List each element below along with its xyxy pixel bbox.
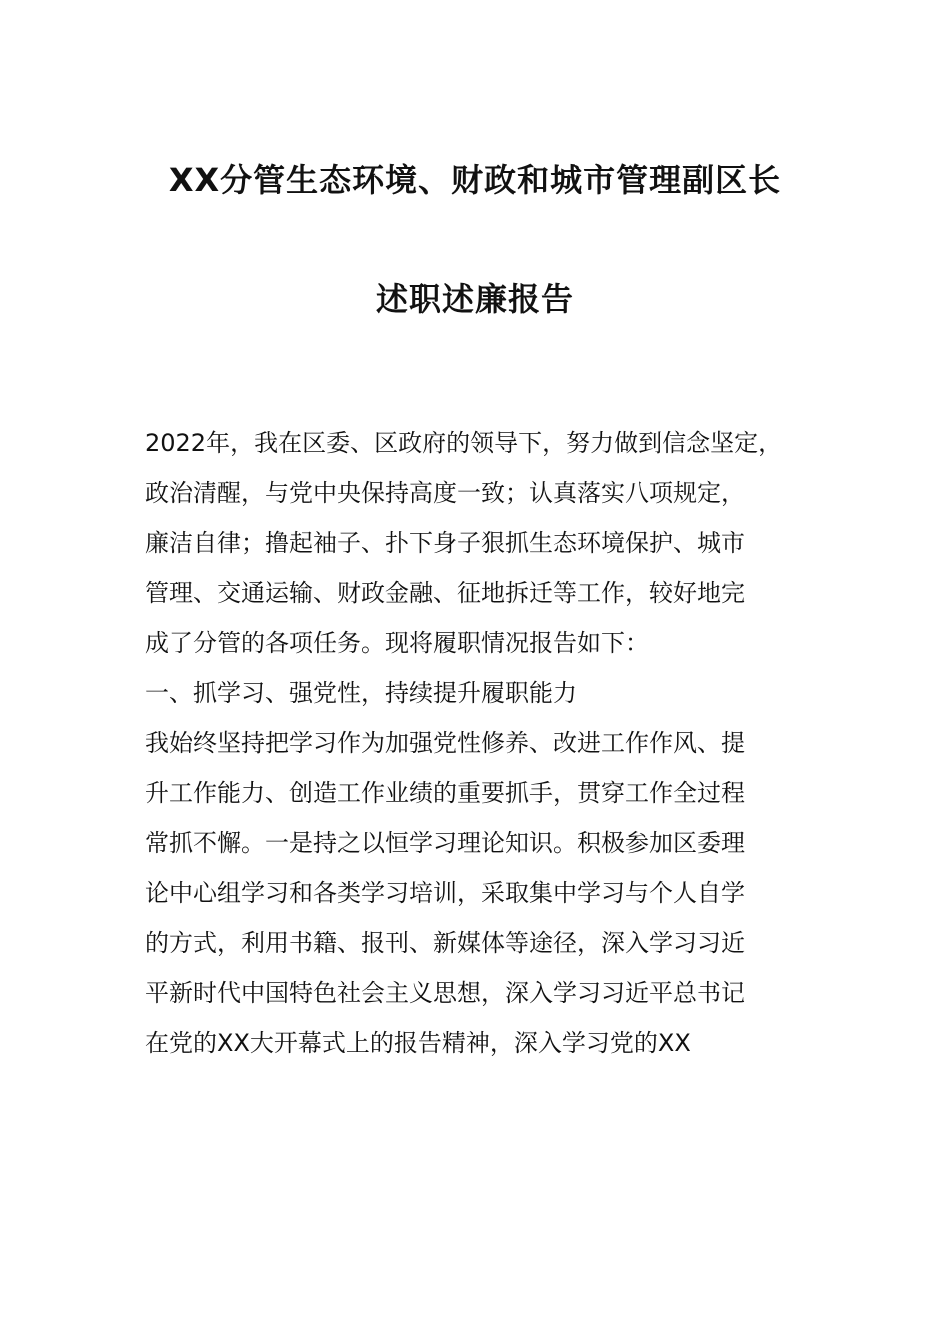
body-line: 在党的XX大开幕式上的报告精神，深入学习党的XX: [145, 1029, 691, 1057]
body-line: 升工作能力、创造工作业绩的重要抓手，贯穿工作全过程: [145, 779, 745, 807]
body-line: 我始终坚持把学习作为加强党性修养、改进工作作风、提: [145, 729, 745, 757]
body-line: 廉洁自律；撸起袖子、扑下身子狠抓生态环境保护、城市: [145, 529, 745, 557]
body-line: 成了分管的各项任务。现将履职情况报告如下：: [145, 629, 649, 657]
body-line: 2022年，我在区委、区政府的领导下，努力做到信念坚定，: [145, 429, 783, 457]
body-line: 的方式，利用书籍、报刊、新媒体等途径，深入学习习近: [145, 929, 745, 957]
section-heading: 一、抓学习、强党性，持续提升履职能力: [145, 679, 577, 707]
body-line: 常抓不懈。一是持之以恒学习理论知识。积极参加区委理: [145, 829, 745, 857]
document-body: [145, 418, 845, 1068]
body-line: 平新时代中国特色社会主义思想，深入学习习近平总书记: [145, 979, 745, 1007]
body-line: 论中心组学习和各类学习培训，采取集中学习与个人自学: [145, 879, 745, 907]
body-line: 政治清醒，与党中央保持高度一致；认真落实八项规定，: [145, 479, 745, 507]
document-title-line-1: XX分管生态环境、财政和城市管理副区长: [168, 161, 782, 199]
document-title-line-2: 述职述廉报告: [375, 280, 574, 318]
body-line: 管理、交通运输、财政金融、征地拆迁等工作，较好地完: [145, 579, 745, 607]
